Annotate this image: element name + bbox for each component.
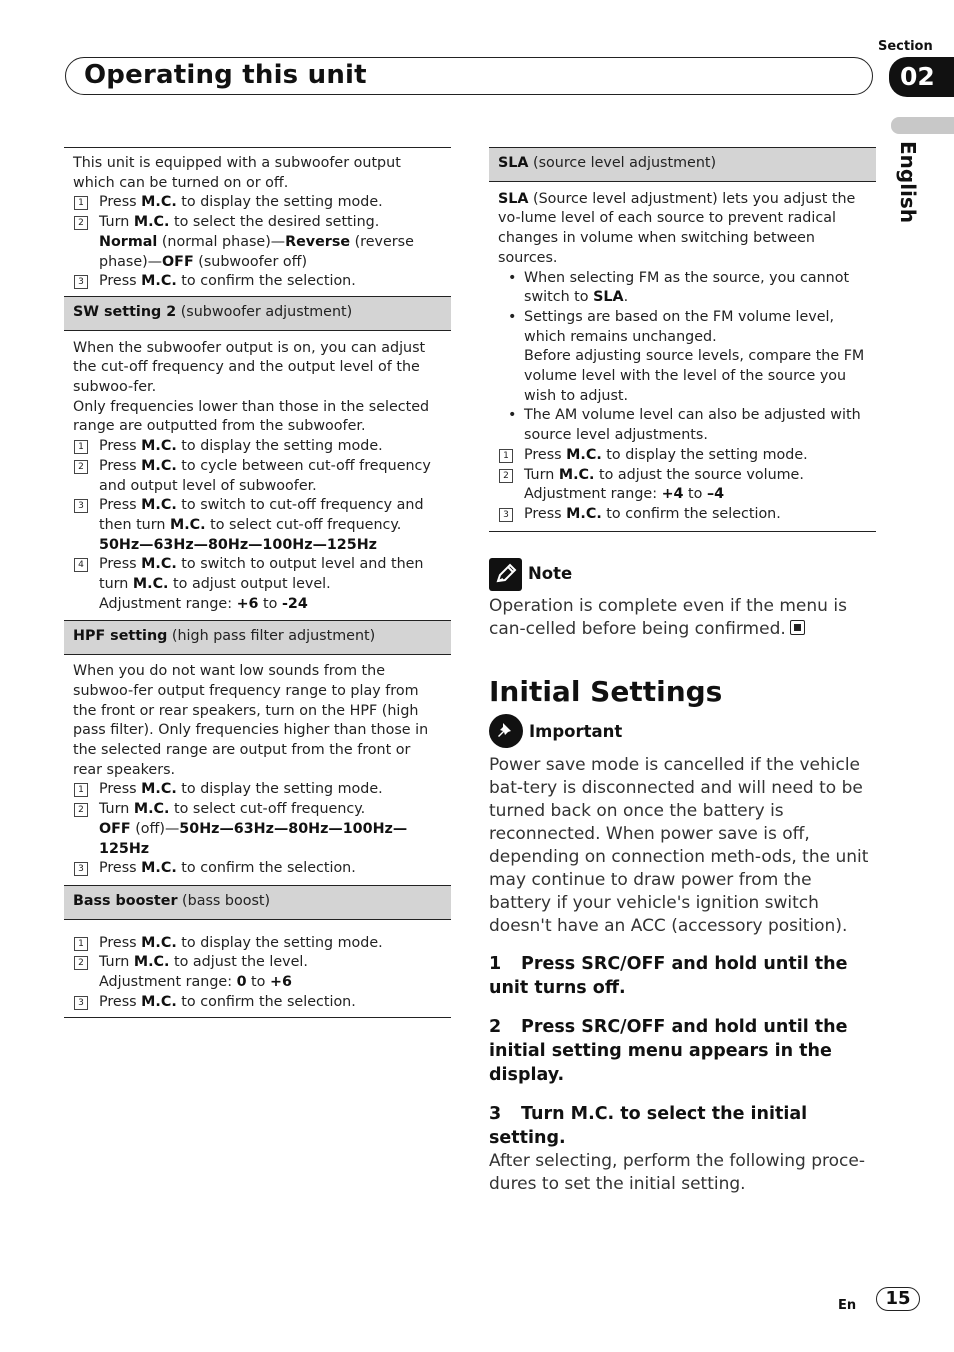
option-desc: (off)—: [130, 820, 180, 837]
button-name: M.C.: [169, 516, 206, 533]
step-text: to display the setting mode.: [176, 934, 383, 951]
button-name: M.C.: [133, 954, 170, 971]
initial-step-text: Turn M.C. to select the initial setting.: [489, 1104, 808, 1149]
hpf-description: When you do not want low sounds from the subwoo-fer output frequency range to play from the front or rear speakers, turn on the HPF (high pass filter). Only frequencies higher than those in the selected range are output from the front or rear speakers.: [73, 663, 429, 778]
step-text: to confirm the selection.: [601, 505, 781, 522]
step-item: [73, 953, 442, 992]
important-heading: [489, 714, 876, 748]
initial-step-number: 1: [489, 954, 502, 975]
step-item: [73, 780, 442, 800]
button-name: M.C.: [141, 993, 177, 1010]
subwoofer-intro: [64, 147, 451, 296]
button-name: M.C.: [141, 781, 177, 798]
pencil-icon: [489, 558, 522, 591]
step-text: Press: [99, 273, 142, 290]
range-to: -24: [281, 595, 308, 612]
step-number: 2: [74, 460, 88, 474]
step-item: [73, 496, 442, 555]
step-text: Turn: [99, 214, 134, 231]
step-item: [73, 272, 442, 292]
step-number: 4: [74, 558, 88, 572]
step-number: 3: [499, 508, 513, 522]
bass-booster-heading: [64, 885, 451, 920]
sw-setting-2-heading: [64, 296, 451, 331]
heading-rest: (subwoofer adjustment): [176, 303, 353, 320]
step-text: to select cut-off frequency.: [205, 516, 402, 533]
range-label: Adjustment range:: [99, 595, 237, 612]
range-label: Adjustment range:: [524, 486, 662, 503]
important-text: Power save mode is cancelled if the vehicle bat-tery is disconnected and will need to be turned back on once the battery is reconnected. When power save is off, depending on connection meth-ods, the unit may continue to draw power from the battery if your vehicle's ignition switch doesn't have an ACC (accessory position).: [489, 755, 869, 937]
initial-step-1: [489, 952, 876, 1000]
step-number: 3: [74, 499, 88, 513]
right-column: [489, 147, 876, 1196]
button-name: M.C.: [141, 934, 177, 951]
step-text: Turn: [99, 954, 134, 971]
heading-bold: Bass booster: [73, 892, 178, 909]
heading-rest: (bass boost): [177, 892, 271, 909]
bullet-text: Before adjusting source levels, compare the FM volume level with the level of the source you wish to adjust.: [524, 348, 865, 404]
step-number: 1: [74, 937, 88, 951]
sla-abbr: SLA: [498, 190, 529, 207]
step-text: to select cut-off frequency.: [169, 801, 366, 818]
button-name: M.C.: [133, 801, 170, 818]
left-column: [64, 147, 451, 1018]
sla-text: (Source level adjustment) lets you adjust the vo-lume level of each source to prevent radical changes in volume when switching between sources.: [498, 190, 856, 266]
step-number: 1: [74, 440, 88, 454]
heading-bold: HPF setting: [73, 628, 168, 645]
section-label: Section: [878, 39, 933, 54]
button-name: M.C.: [133, 214, 170, 231]
step-text: Press: [99, 194, 142, 211]
page-number: 15: [876, 1287, 920, 1311]
step-number: 2: [74, 803, 88, 817]
step-text: to adjust the source volume.: [594, 466, 804, 483]
range-from: +4: [661, 486, 684, 503]
initial-step-number: 2: [489, 1017, 502, 1038]
subwoofer-intro-text: This unit is equipped with a subwoofer output which can be turned on or off.: [73, 155, 401, 191]
step-item: [498, 466, 867, 505]
step-text: Turn: [524, 466, 559, 483]
bullet-text: .: [623, 289, 629, 306]
button-name: M.C.: [141, 497, 177, 514]
range-label: Adjustment range:: [99, 974, 237, 991]
button-name: M.C.: [558, 466, 595, 483]
step-item: [498, 505, 867, 525]
step-number: 3: [74, 996, 88, 1010]
note-label: Note: [528, 564, 573, 584]
step-text: to cycle between cut-off frequency and output level of subwoofer.: [99, 457, 431, 494]
range-from: 0: [236, 974, 247, 991]
range-to-word: to: [258, 595, 282, 612]
important-label: Important: [529, 721, 623, 741]
range-to: +6: [269, 974, 292, 991]
step-text: Press: [99, 457, 142, 474]
step-text: to display the setting mode.: [176, 438, 383, 455]
initial-step-text: Press SRC/OFF and hold until the unit turns off.: [489, 954, 848, 999]
step-text: to switch to cut-off frequency and then turn: [99, 497, 424, 533]
step-item: [73, 437, 442, 457]
step-number: 1: [74, 783, 88, 797]
step-item: [73, 800, 442, 859]
bullet-text: The AM volume level can also be adjusted with source level adjustments.: [524, 407, 861, 444]
step-number: 2: [499, 469, 513, 483]
option-off: OFF: [99, 820, 131, 837]
heading-rest: (high pass filter adjustment): [167, 628, 376, 645]
step-text: to display the setting mode.: [601, 446, 808, 463]
note-text: [489, 595, 876, 641]
step-number: 2: [74, 216, 88, 230]
initial-step-3: [489, 1102, 876, 1150]
sla-body: [489, 182, 876, 532]
button-name: M.C.: [141, 860, 177, 877]
step-item: [73, 993, 442, 1013]
sw-setting-2-body: [64, 331, 451, 619]
button-name: M.C.: [141, 438, 177, 455]
button-name: M.C.: [141, 556, 177, 573]
frequency-options: 50Hz—63Hz—80Hz—100Hz—125Hz: [99, 536, 377, 553]
button-name: M.C.: [141, 194, 177, 211]
step-text: Turn: [99, 801, 134, 818]
step-text: Press: [99, 781, 142, 798]
step-text: to confirm the selection.: [176, 860, 356, 877]
option-desc: (reverse phase)—: [99, 233, 414, 270]
button-name: M.C.: [141, 457, 177, 474]
initial-settings-title: Initial Settings: [489, 674, 723, 708]
initial-step-2: [489, 1015, 876, 1087]
note-heading: [489, 558, 876, 591]
step-text: to confirm the selection.: [176, 993, 356, 1010]
step-item: [73, 934, 442, 954]
range-to-word: to: [683, 486, 707, 503]
step-text: to select the desired setting.: [169, 214, 380, 231]
section-number-badge: 02: [889, 57, 954, 97]
language-tab: [891, 117, 954, 134]
bass-booster-body: [64, 920, 451, 1019]
option-reverse: Reverse: [285, 233, 351, 250]
initial-step-text: Press SRC/OFF and hold until the initial setting menu appears in the display.: [489, 1017, 848, 1086]
note-body: Operation is complete even if the menu is can-celled before being confirmed.: [489, 595, 847, 639]
step-text: to switch to output level and then turn: [99, 556, 424, 593]
heading-bold: SLA: [498, 155, 529, 171]
step-text: to adjust the level.: [169, 954, 308, 971]
hpf-setting-heading: [64, 620, 451, 655]
step-text: Press: [99, 556, 142, 573]
button-name: M.C.: [566, 505, 602, 522]
step-text: to display the setting mode.: [176, 194, 383, 211]
step-text: to adjust output level.: [168, 576, 331, 593]
bullet-text: Settings are based on the FM volume level, which remains unchanged.: [524, 308, 835, 345]
sla-heading: [489, 147, 876, 182]
step-item: [73, 859, 442, 879]
end-mark-icon: [790, 620, 805, 635]
step-item: [73, 213, 442, 272]
page-title: Operating this unit: [84, 60, 367, 90]
pin-icon: [489, 714, 523, 748]
frequency-options: 50Hz—63Hz—80Hz—100Hz—125Hz: [99, 820, 408, 857]
option-normal: Normal: [99, 233, 158, 250]
option-desc: (normal phase)—: [157, 233, 286, 250]
bullet-item: [498, 406, 867, 445]
step-number: 3: [74, 275, 88, 289]
bullet-item: [498, 269, 867, 308]
step-number: 1: [74, 196, 88, 210]
initial-step-number: 3: [489, 1104, 502, 1125]
language-label: English: [896, 141, 920, 224]
step-text: Press: [524, 505, 567, 522]
step-text: Press: [99, 860, 142, 877]
step-text: Press: [99, 934, 142, 951]
bullet-item: [498, 308, 867, 407]
step-number: 3: [74, 862, 88, 876]
step-number: 2: [74, 956, 88, 970]
step-item: [73, 193, 442, 213]
range-to-word: to: [246, 974, 270, 991]
initial-after-text: After selecting, perform the following proce-dures to set the initial setting.: [489, 1151, 865, 1195]
hpf-setting-body: [64, 655, 451, 883]
range-to: –4: [706, 486, 725, 503]
step-item: [73, 457, 442, 496]
option-desc: (subwoofer off): [193, 253, 308, 270]
bullet-text: When selecting FM as the source, you cannot switch to: [524, 269, 850, 306]
button-name: M.C.: [566, 446, 602, 463]
option-off: OFF: [162, 253, 194, 270]
step-text: Press: [99, 497, 142, 514]
step-text: Press: [99, 438, 142, 455]
step-number: 1: [499, 449, 513, 463]
sw2-description-2: Only frequencies lower than those in the selected range are outputted from the subwoofer.: [73, 398, 430, 435]
range-from: +6: [236, 595, 259, 612]
sla-description: [498, 190, 867, 269]
sla-abbr: SLA: [593, 289, 624, 306]
button-name: M.C.: [132, 576, 169, 593]
step-item: [498, 446, 867, 466]
header-bar: [65, 57, 873, 95]
heading-rest: (source level adjustment): [528, 155, 717, 171]
button-name: M.C.: [141, 273, 177, 290]
step-text: Press: [524, 446, 567, 463]
step-text: to confirm the selection.: [176, 273, 356, 290]
footer-language: En: [838, 1298, 857, 1313]
heading-bold: SW setting 2: [73, 303, 177, 320]
step-item: [73, 555, 442, 614]
step-text: to display the setting mode.: [176, 781, 383, 798]
step-text: Press: [99, 993, 142, 1010]
sw2-description: When the subwoofer output is on, you can adjust the cut-off frequency and the output level of the subwoo-fer.: [73, 339, 426, 396]
